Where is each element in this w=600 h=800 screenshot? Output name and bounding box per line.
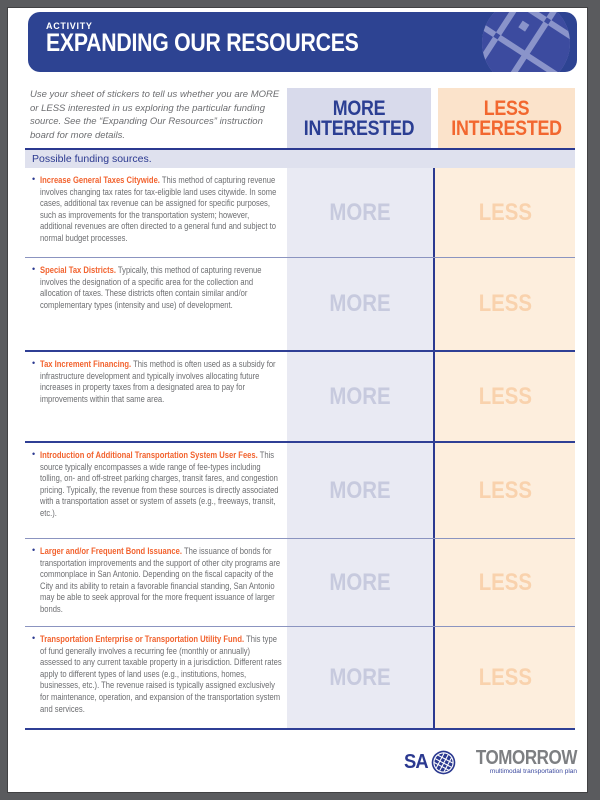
less-sticker-cell — [433, 443, 575, 538]
bullet-icon: • — [32, 358, 36, 368]
funding-source-description — [25, 352, 287, 441]
less-sticker-cell — [433, 539, 575, 626]
funding-source-description — [25, 443, 287, 538]
bullet-icon: • — [32, 174, 36, 184]
less-watermark: LESS — [478, 382, 532, 410]
less-watermark: LESS — [478, 476, 532, 504]
more-sticker-cell — [287, 627, 433, 728]
city-map-circle-decoration — [481, 12, 571, 72]
logo-tagline: multimodal transportation plan — [489, 768, 577, 775]
section-bar-label: Possible funding sources. — [32, 153, 152, 165]
funding-source-body: The issuance of bonds for transportation improvements and the support of other city programs are commonplace in San Antonio. Depending on the fiscal capacity of the City and its ability to retain a favorable financial standing, San Antonio may be able to seek approval for the more frequent issuance of larger bonds. — [40, 546, 281, 614]
more-sticker-cell — [287, 443, 433, 538]
less-sticker-cell — [433, 352, 575, 441]
funding-source-body: This type of fund generally involves a recurring fee (monthly or annually) assessed to any current taxable property in a jurisdiction. Different rates apply to different types of land uses (e.g., institutions, homes, businesses, etc.). The revenue raised is typically assigned exclusively for maintenance, operation, and expansion of the transportation system and services. — [40, 634, 282, 714]
funding-source-title: Introduction of Additional Transportation System User Fees. — [40, 450, 258, 460]
table-row — [25, 443, 575, 539]
more-watermark: MORE — [329, 663, 391, 691]
funding-source-body: This method is often used as a subsidy for infrastructure development and typically involves allocating future increases in property taxes from a designated area to pay for improvements within that same area. — [40, 359, 276, 404]
more-sticker-cell — [287, 168, 433, 257]
less-sticker-cell — [433, 627, 575, 728]
less-interested-column-header — [438, 88, 575, 150]
bullet-icon: • — [32, 264, 36, 274]
more-interested-column-header — [287, 88, 431, 150]
table-row — [25, 539, 575, 627]
funding-source-body: Typically, this method of capturing revenue involves the designation of a specific area for the collection and allocation of taxes. These districts often contain similar and/or complementary types (intensity and use) of development. — [40, 265, 262, 310]
logo-wordmark — [458, 749, 577, 775]
more-watermark: MORE — [329, 290, 391, 317]
funding-source-description — [25, 627, 287, 728]
more-watermark: MORE — [329, 198, 391, 226]
less-sticker-cell — [433, 168, 575, 257]
funding-source-title: Special Tax Districts. — [40, 265, 116, 275]
less-watermark: LESS — [478, 568, 532, 596]
sa-tomorrow-logo — [403, 749, 577, 775]
table-row — [25, 168, 575, 258]
funding-source-title: Increase General Taxes Citywide. — [40, 175, 160, 185]
table-row — [25, 352, 575, 443]
more-watermark: MORE — [329, 568, 391, 596]
funding-source-body: This source typically encompasses a wide range of fee-types including tolling, on- and off-street parking charges, transit fares, and congestion pricing. Typically, the revenue from these sources is directly associated with a transportation asset or system of assets (e.g., freeways, transit, etc.). — [40, 450, 279, 518]
funding-source-title: Transportation Enterprise or Transportation Utility Fund. — [40, 634, 245, 644]
less-watermark: LESS — [478, 198, 532, 226]
more-sticker-cell — [287, 539, 433, 626]
section-bar — [25, 148, 575, 168]
table-row — [25, 258, 575, 352]
more-interested-label: MORE INTERESTED — [303, 97, 415, 140]
logo-sa-text: SA — [404, 750, 429, 773]
bullet-icon: • — [32, 545, 36, 555]
more-watermark: MORE — [329, 476, 391, 504]
funding-source-description — [25, 168, 287, 257]
table-row — [25, 627, 575, 730]
funding-sources-table — [25, 168, 575, 730]
logo-tomorrow-text: TOMORROW — [475, 747, 577, 769]
more-watermark: MORE — [329, 382, 391, 410]
less-watermark: LESS — [478, 663, 532, 691]
funding-source-description — [25, 539, 287, 626]
less-sticker-cell — [433, 258, 575, 350]
instructions-text: Use your sheet of stickers to tell us whether you are MORE or LESS interested in us exploring the particular funding source. See the “Expanding Our Resources” instruction board for more details. — [30, 89, 280, 141]
more-sticker-cell — [287, 258, 433, 350]
document-page — [8, 8, 587, 792]
funding-source-title: Tax Increment Financing. — [40, 359, 132, 369]
bullet-icon: • — [32, 633, 36, 643]
header-banner — [28, 12, 577, 72]
more-sticker-cell — [287, 352, 433, 441]
activity-kicker: ACTIVITY — [46, 21, 93, 31]
globe-icon — [431, 750, 456, 775]
bullet-icon: • — [32, 449, 36, 459]
page-title: EXPANDING OUR RESOURCES — [46, 29, 359, 57]
funding-source-title: Larger and/or Frequent Bond Issuance. — [40, 546, 182, 556]
less-interested-label: LESS INTERESTED — [451, 97, 562, 140]
less-watermark: LESS — [478, 290, 532, 317]
funding-source-body: This method of capturing revenue involves changing tax rates for tax-eligible land uses citywide. In some cases, additional tax revenue can be assigned for specific purposes, such as improvements for the transportation system; however, additional revenues are often directed to a general fund and subject to normal budget processes. — [40, 175, 277, 243]
funding-source-description — [25, 258, 287, 350]
